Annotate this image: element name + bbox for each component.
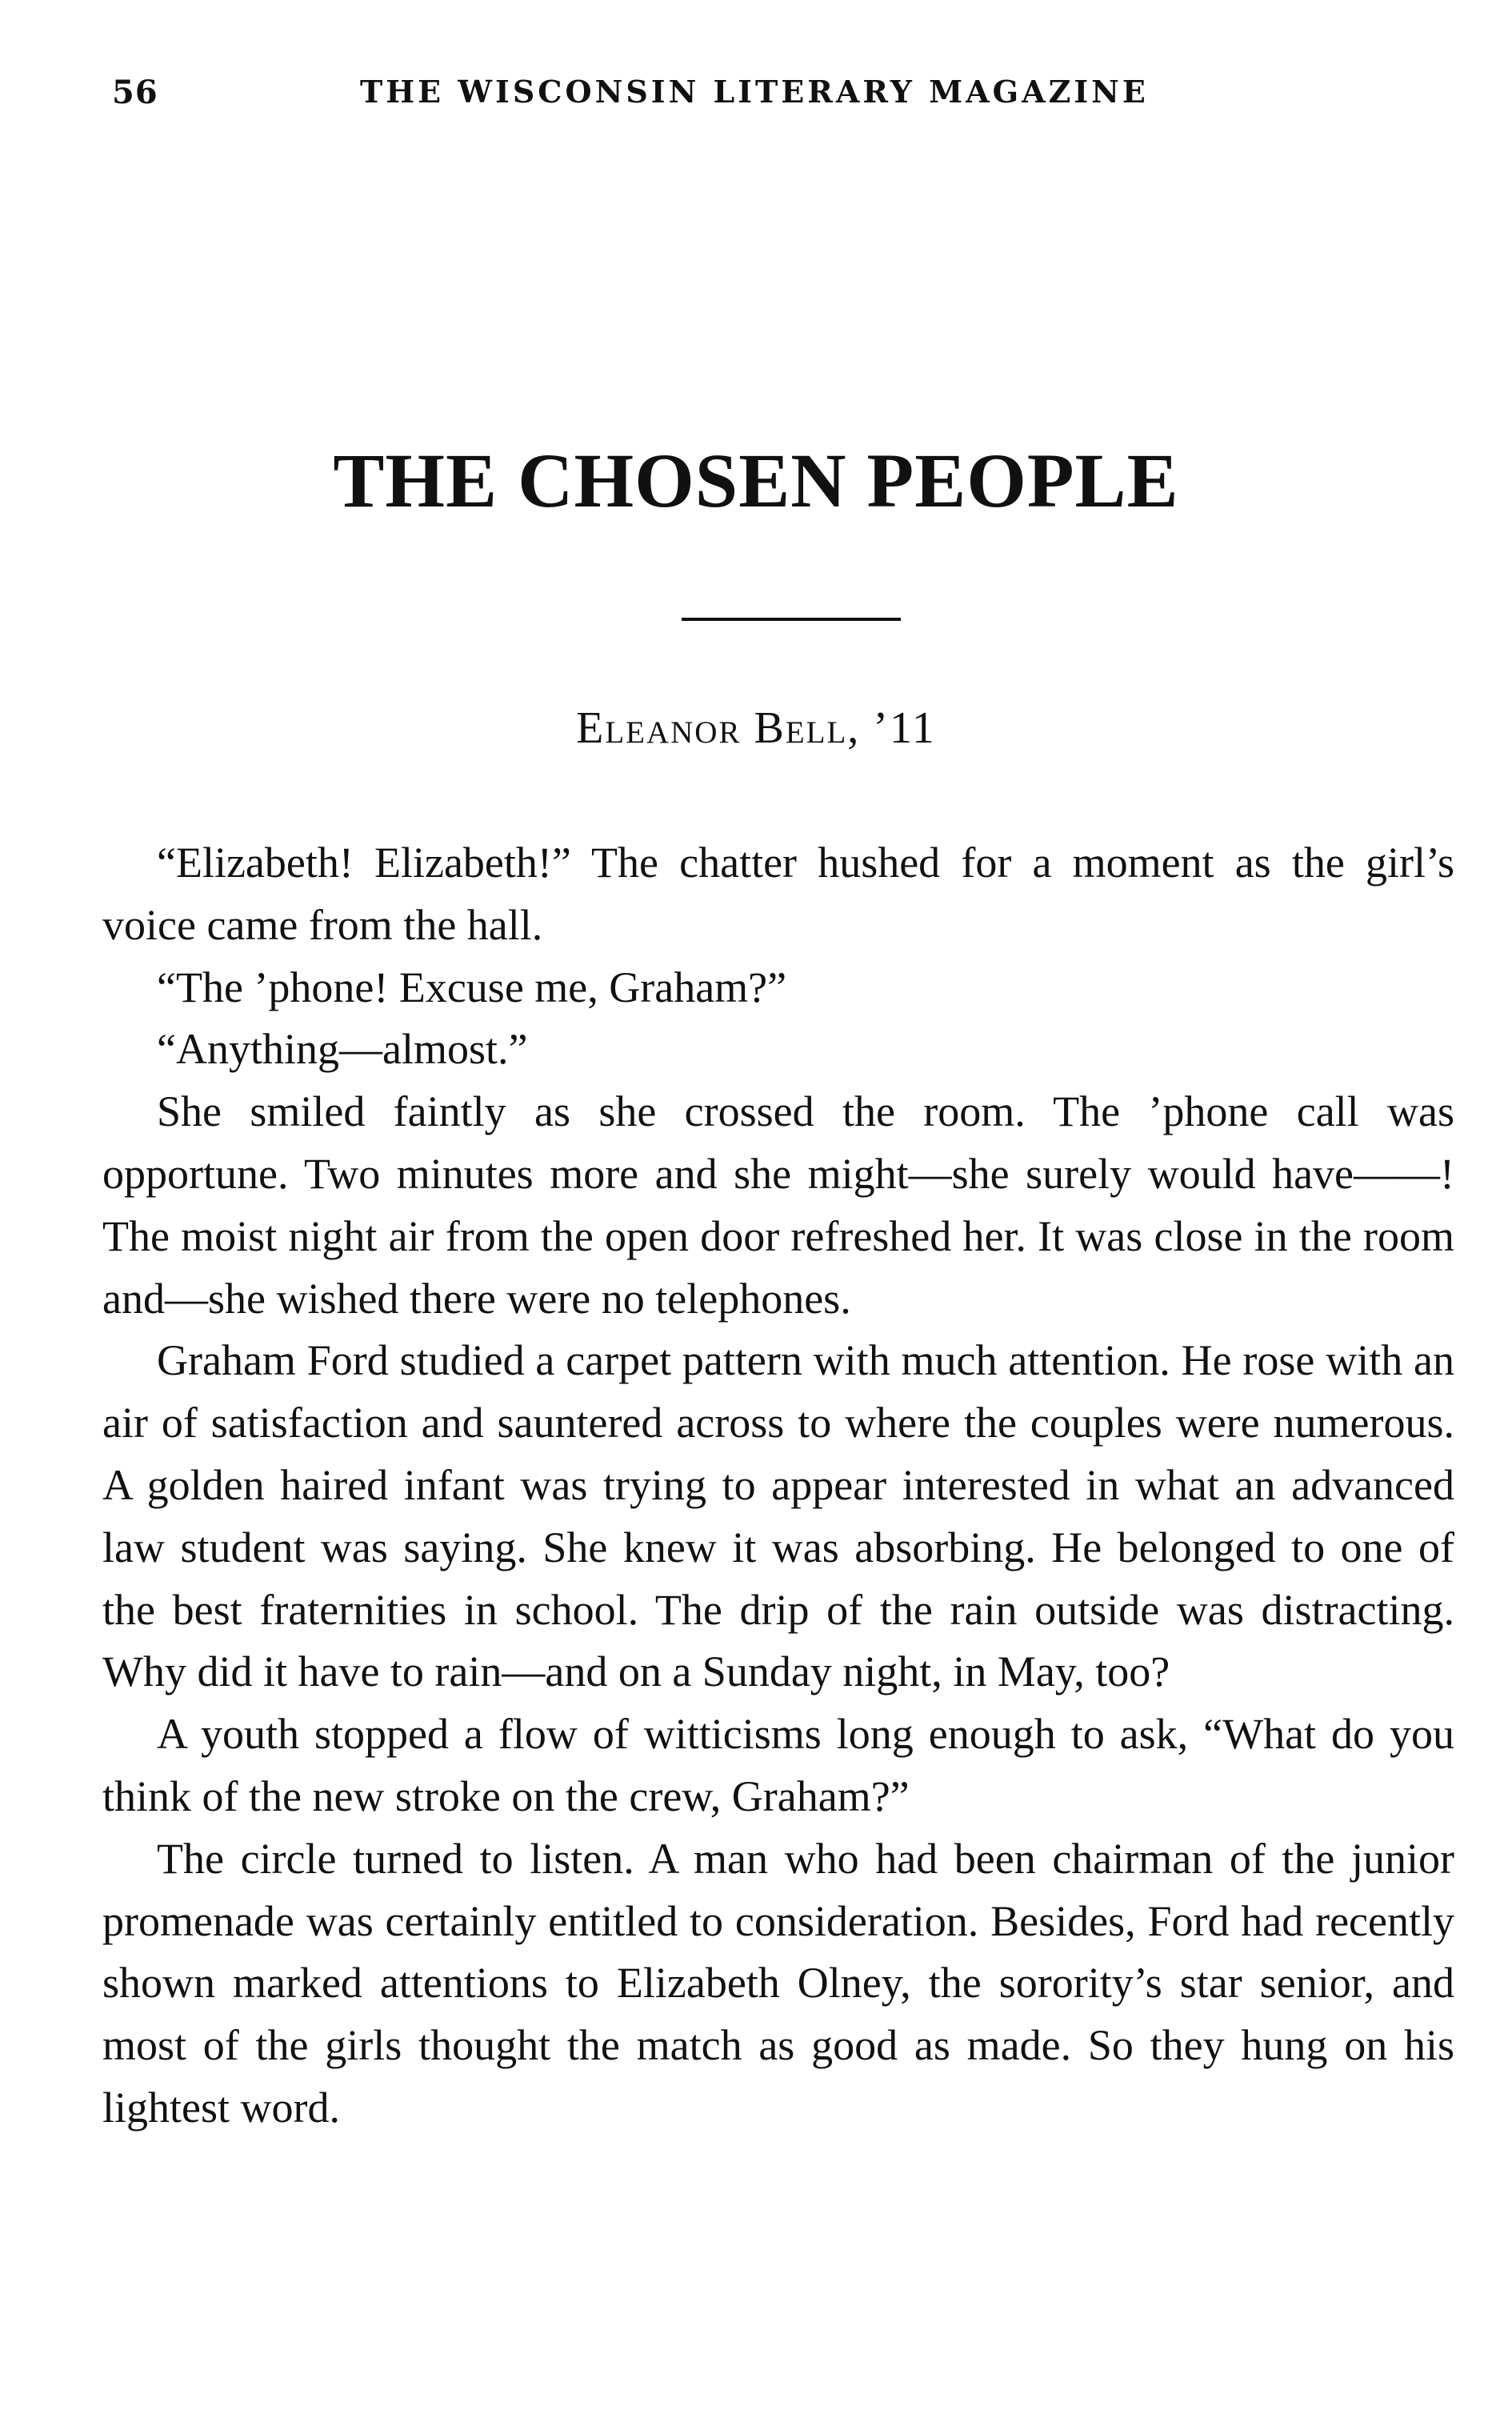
- paragraph-3: “Anything—almost.”: [157, 1025, 528, 1074]
- paragraph-5: Graham Ford studied a carpet pattern with much attention. He rose with an air of satisfaction and sauntered across to where the couples were numerous. A golden haired infant was trying to appear interested in what an advanced law student was saying. She knew it was absorbing. He belonged to one of the best fraternities in school. The drip of the rain outside was distracting. Why did it have to rain—and on a Sunday night, in May, too?: [102, 1336, 1454, 1696]
- magazine-title: THE WISCONSIN LITERARY MAGAZINE: [360, 74, 1149, 110]
- article-title: THE CHOSEN PEOPLE: [333, 438, 1179, 523]
- page-number: 56: [112, 74, 158, 111]
- paragraph-7: The circle turned to listen. A man who had been chairman of the junior promenade was certainly entitled to consideration. Besides, Ford had recently shown marked attentions to Elizabeth Olney, the sorority’s star senior, and most of the girls thought the match as good as made. So they hung on his lightest word.: [102, 1834, 1454, 2132]
- article-body: [102, 832, 1454, 2140]
- paragraph-1: “Elizabeth! Elizabeth!” The chatter hushed for a moment as the girl’s voice came from the hall.: [102, 839, 1454, 949]
- paragraph-6: A youth stopped a flow of witticisms long enough to ask, “What do you think of the new stroke on the crew, Graham?”: [102, 1710, 1454, 1820]
- author-byline: Eleanor Bell, ’11: [576, 703, 936, 753]
- title-divider: [682, 618, 901, 621]
- paragraph-4: She smiled faintly as she crossed the room. The ’phone call was opportune. Two minutes more and she might—she surely would have——! The moist night air from the open door refreshed her. It was close in the room and—she wished there were no telephones.: [102, 1087, 1454, 1323]
- running-head: [112, 74, 1248, 122]
- paragraph-2: “The ’phone! Excuse me, Graham?”: [157, 963, 787, 1011]
